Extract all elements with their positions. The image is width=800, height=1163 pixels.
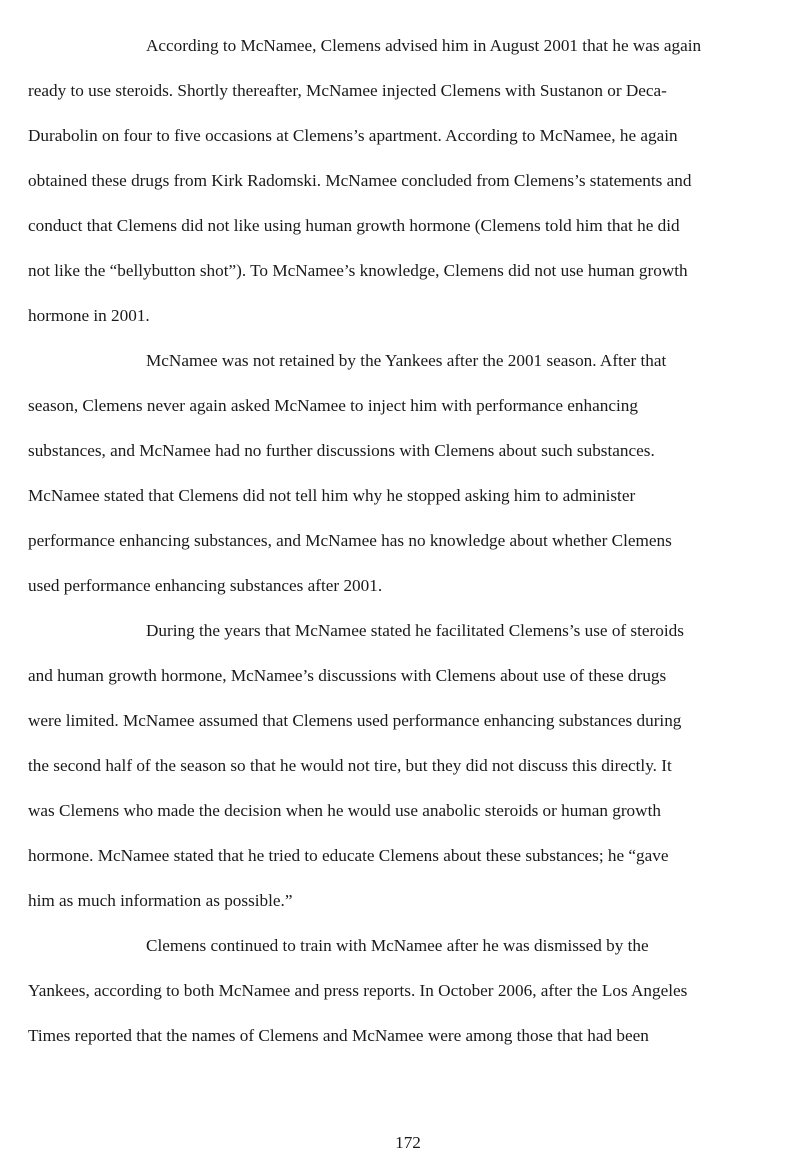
text-line: performance enhancing substances, and McNamee has no knowledge about whether Clemens — [28, 531, 672, 550]
text-line: ready to use steroids. Shortly thereafter, McNamee injected Clemens with Sustanon or Deca- — [28, 81, 667, 100]
text-line: obtained these drugs from Kirk Radomski. McNamee concluded from Clemens’s statements and — [28, 171, 692, 190]
text-line: was Clemens who made the decision when he would use anabolic steroids or human growth — [28, 801, 661, 820]
text-line: him as much information as possible.” — [28, 891, 293, 910]
text-line: substances, and McNamee had no further discussions with Clemens about such substances. — [28, 441, 655, 460]
text-line: According to McNamee, Clemens advised him in August 2001 that he was again — [146, 36, 702, 55]
text-line: Yankees, according to both McNamee and press reports. In October 2006, after the Los Angeles — [28, 981, 688, 1000]
text-line: McNamee was not retained by the Yankees after the 2001 season. After that — [146, 351, 667, 370]
text-line: hormone in 2001. — [28, 306, 150, 325]
text-line: Times reported that the names of Clemens and McNamee were among those that had been — [28, 1026, 649, 1045]
text-line: McNamee stated that Clemens did not tell him why he stopped asking him to administer — [28, 486, 636, 505]
text-line: Clemens continued to train with McNamee after he was dismissed by the — [146, 936, 649, 955]
text-line: used performance enhancing substances after 2001. — [28, 576, 383, 595]
text-line: conduct that Clemens did not like using human growth hormone (Clemens told him that he did — [28, 216, 680, 235]
text-line: During the years that McNamee stated he facilitated Clemens’s use of steroids — [146, 621, 684, 640]
text-line: were limited. McNamee assumed that Clemens used performance enhancing substances during — [28, 711, 682, 730]
text-line: hormone. McNamee stated that he tried to educate Clemens about these substances; he “gave — [28, 846, 669, 865]
text-line: season, Clemens never again asked McNamee to inject him with performance enhancing — [28, 396, 638, 415]
text-line: the second half of the season so that he would not tire, but they did not discuss this directly. It — [28, 756, 672, 775]
text-line: not like the “bellybutton shot”). To McNamee’s knowledge, Clemens did not use human growth — [28, 261, 688, 280]
text-line: Durabolin on four to five occasions at Clemens’s apartment. According to McNamee, he again — [28, 126, 678, 145]
page-number: 172 — [395, 1133, 421, 1152]
text-line: and human growth hormone, McNamee’s discussions with Clemens about use of these drugs — [28, 666, 667, 685]
